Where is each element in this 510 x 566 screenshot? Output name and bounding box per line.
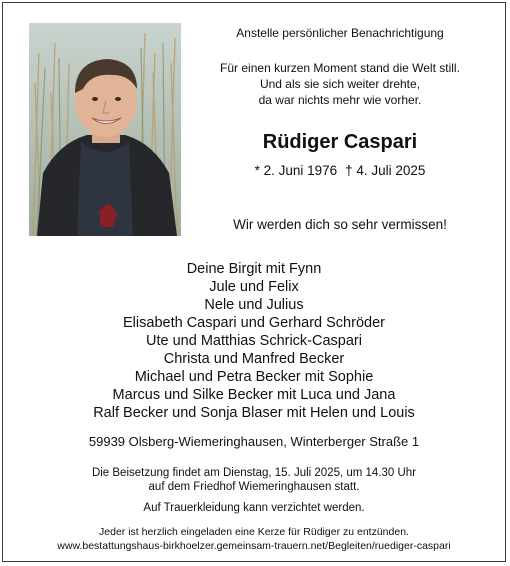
family-member: Deine Birgit mit Fynn	[186, 261, 322, 277]
funeral-line: auf dem Friedhof Wiemeringhausen statt.	[148, 481, 360, 493]
funeral-line: Die Beisetzung findet am Dienstag, 15. Juli 2025, um 14.30 Uhr	[91, 467, 417, 479]
notice-text: Anstelle persönlicher Benachrichtigung	[236, 26, 444, 40]
address-text: 59939 Olsberg-Wiemeringhausen, Winterberger Straße 1	[88, 434, 420, 449]
family-member: Marcus und Silke Becker mit Luca und Jana	[112, 387, 396, 403]
deceased-name	[195, 132, 485, 152]
memorial-link[interactable]: www.bestattungshaus-birkhoelzer.gemeinsam-trauern.net/Begleiten/ruediger-caspari	[57, 540, 451, 552]
poem-line: da war nichts mehr wie vorher.	[258, 93, 422, 107]
poem-line: Und als sie sich weiter drehte,	[259, 77, 421, 91]
family-member: Ute und Matthias Schrick-Caspari	[146, 333, 362, 349]
attire-note	[3, 503, 505, 515]
candle-text: Jeder ist herzlich eingeladen eine Kerze für Rüdiger zu entzünden.	[99, 526, 409, 538]
birth-date: * 2. Juni 1976	[254, 163, 338, 178]
family-member: Christa und Manfred Becker	[163, 351, 345, 367]
funeral-info	[3, 466, 505, 494]
missing-line	[195, 218, 485, 232]
missing-text: Wir werden dich so sehr vermissen!	[233, 217, 447, 232]
death-date: † 4. Juli 2025	[345, 163, 426, 178]
candle-invitation	[3, 525, 505, 553]
address	[3, 435, 505, 448]
family-member: Elisabeth Caspari und Gerhard Schröder	[123, 315, 385, 331]
family-member: Ralf Becker und Sonja Blaser mit Helen und Louis	[93, 405, 415, 421]
life-dates	[195, 164, 485, 178]
notice-line	[195, 27, 485, 39]
family-member: Michael und Petra Becker mit Sophie	[134, 369, 374, 385]
family-list	[3, 260, 505, 422]
poem	[195, 60, 485, 108]
portrait-photo	[29, 23, 181, 236]
family-member: Nele und Julius	[204, 297, 304, 313]
attire-text: Auf Trauerkleidung kann verzichtet werden.	[143, 502, 365, 514]
poem-line: Für einen kurzen Moment stand die Welt still.	[220, 61, 460, 75]
obituary-card	[2, 2, 506, 562]
name-text: Rüdiger Caspari	[262, 131, 418, 153]
family-member: Jule und Felix	[209, 279, 299, 295]
